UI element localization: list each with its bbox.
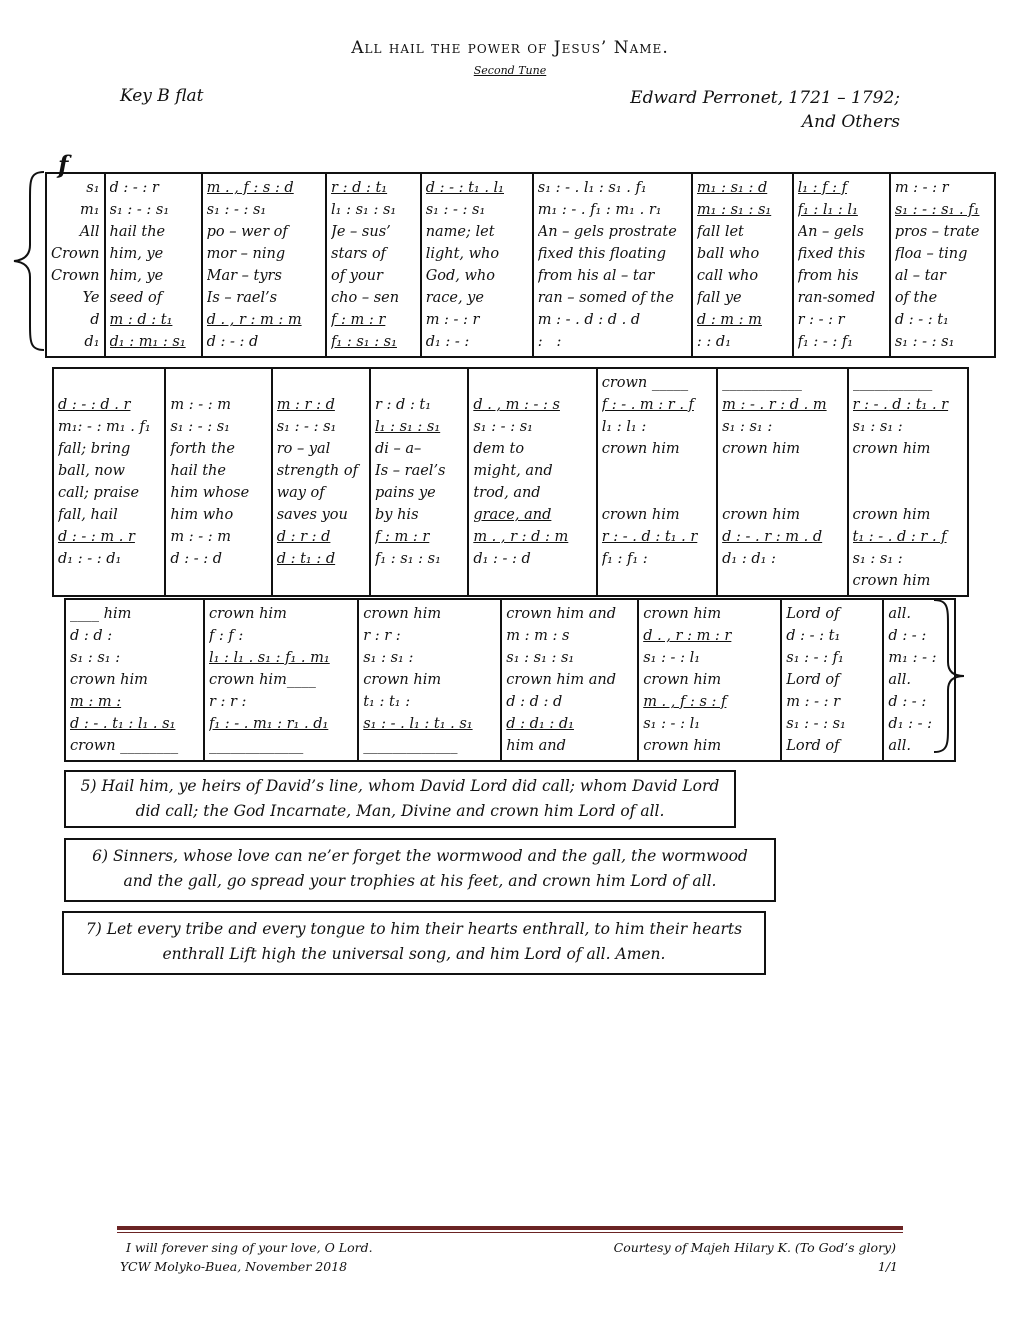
system1-m1-line-2: m₁ <box>79 202 100 218</box>
system3-m4-line-6: d : d₁ : d₁ <box>506 716 574 732</box>
page-title: All hail the power of Jesus’ Name. <box>351 38 669 58</box>
system2-m3-line-1 <box>277 372 365 394</box>
system3-m6-line-3: s₁ : - : f₁ <box>786 650 844 666</box>
system2-m7-line-8: d : - . r : m . d <box>722 529 823 545</box>
system2-m4-line-8: f : m : r <box>375 529 430 545</box>
system3-m3-line-6: s₁ : - . l₁ : t₁ . s₁ <box>363 716 473 732</box>
system2-m8-line-9: s₁ : s₁ : <box>852 551 903 567</box>
system1-m3-line-8: d : - : d <box>206 334 259 350</box>
system1-m2-line-7: m : d : t₁ <box>109 312 173 328</box>
system2-m1-line-8: d : - : m . r <box>58 529 135 545</box>
system3-m6-line-5: m : - : r <box>786 694 841 710</box>
system2-m3-line-4: ro – yal <box>276 441 331 457</box>
system3-m3-line-5: t₁ : t₁ : <box>363 694 411 710</box>
system1-m5-line-7: m : - : r <box>425 312 480 328</box>
system3-m4-line-7: him and <box>506 738 566 754</box>
system1-m8-line-7: r : - : r <box>797 312 845 328</box>
system2-m7-line-6 <box>722 482 842 504</box>
system2-m3-line-6: way of <box>276 485 325 501</box>
author-line-2: And Others <box>801 112 900 132</box>
system3-measure-6 <box>781 599 883 761</box>
system1-m4-line-2: l₁ : s₁ : s₁ <box>331 202 397 218</box>
system1-m9-line-2: s₁ : - : s₁ . f₁ <box>894 202 980 218</box>
system1-m1-line-7: d <box>90 312 100 328</box>
system2-m2-line-9: d : - : d <box>170 551 223 567</box>
system2-m1-line-1 <box>58 372 160 394</box>
author-credit <box>630 86 900 134</box>
system2-measure-2 <box>165 368 271 596</box>
system3-m5-line-6: s₁ : - : l₁ <box>643 716 701 732</box>
system1-m9-line-6: of the <box>894 290 938 306</box>
system1-m7-line-5: call who <box>696 268 759 284</box>
system1-m9-line-8: s₁ : - : s₁ <box>894 334 955 350</box>
system2-m6-line-9: f₁ : f₁ : <box>601 551 648 567</box>
author-line-1: Edward Perronet, 1721 – 1792; <box>630 88 900 108</box>
system3-m4-line-4: crown him and <box>506 672 617 688</box>
system2-m5-line-6: trod, and <box>473 485 541 501</box>
system1-measure-5 <box>421 173 533 357</box>
system3-m3-line-3: s₁ : s₁ : <box>363 650 414 666</box>
system1-m6-line-6: ran – somed of the <box>537 290 674 306</box>
system2-m6-line-7: crown him <box>601 507 680 523</box>
system2-m3-line-5: strength of <box>276 463 358 479</box>
system1-m1-line-1: s₁ <box>86 180 100 196</box>
system2-m8-line-6 <box>853 482 963 504</box>
system3-m6-line-7: Lord of <box>786 738 840 754</box>
system3-m5-line-1: crown him <box>643 606 722 622</box>
system3-m3-line-7: _____________ <box>363 738 458 754</box>
system1-m3-line-5: Mar – tyrs <box>206 268 282 284</box>
system2-m5-line-3: s₁ : - : s₁ <box>473 419 533 435</box>
system2-m5-line-8: m . , r : d : m <box>473 529 569 545</box>
system1-m5-line-4: light, who <box>425 246 500 262</box>
system1-m1-line-5: Crown <box>51 268 100 284</box>
system3-m5-line-3: s₁ : - : l₁ <box>643 650 701 666</box>
system2-m6-line-4: crown him <box>601 441 680 457</box>
system1-m1-line-4: Crown <box>51 246 100 262</box>
system3-m1-line-3: s₁ : s₁ : <box>70 650 121 666</box>
page-subtitle <box>0 64 1020 77</box>
system3-m4-line-5: d : d : d <box>506 694 563 710</box>
system3-m3-line-4: crown him <box>363 672 442 688</box>
system1-m2-line-1: d : - : r <box>109 180 159 196</box>
system1-measure-6 <box>533 173 692 357</box>
system3-m1-line-4: crown him <box>70 672 148 688</box>
system1-m5-line-1: d : - : t₁ . l₁ <box>425 180 504 196</box>
system3-m6-line-6: s₁ : - : s₁ <box>786 716 846 732</box>
system2-m8-line-2: r : - . d : t₁ . r <box>852 397 949 413</box>
system1-m5-line-5: God, who <box>425 268 495 284</box>
score-system-2 <box>52 367 969 597</box>
system2-m4-line-3: l₁ : s₁ : s₁ <box>375 419 441 435</box>
system2-m8-line-5 <box>853 460 963 482</box>
system3-m1-line-5: m : m : <box>70 694 122 710</box>
system1-m9-line-5: al – tar <box>894 268 946 284</box>
system1-m8-line-1: l₁ : f : f <box>797 180 847 196</box>
system1-measure-2 <box>105 173 202 357</box>
system1-measure-9 <box>890 173 995 357</box>
system2-measure-8 <box>848 368 968 596</box>
system1-m4-line-3: Je – sus’ <box>331 224 391 240</box>
system2-m2-line-8: m : - : m <box>170 529 231 545</box>
system2-m1-line-9: d₁ : - : d₁ <box>58 551 122 567</box>
system1-m5-line-3: name; let <box>425 224 495 240</box>
system2-measure-7 <box>717 368 847 596</box>
system1-m5-line-6: race, ye <box>425 290 484 306</box>
system2-m6-line-6 <box>602 482 712 504</box>
system3-m4-line-2: m : m : s <box>506 628 570 644</box>
system3-m5-line-5: m . , f : s : f <box>643 694 727 710</box>
system3-m1-line-2: d : d : <box>70 628 113 644</box>
left-brace-icon <box>8 170 48 352</box>
system2-m3-line-9: d : t₁ : d <box>276 551 336 567</box>
system3-measure-3 <box>358 599 501 761</box>
system3-m1-line-7: crown ________ <box>70 738 179 754</box>
system2-m8-line-8: t₁ : - . d : r . f <box>852 529 947 545</box>
system3-m4-line-1: crown him and <box>506 606 617 622</box>
system2-m1-line-6: call; praise <box>58 485 140 501</box>
system1-m6-line-7: m : - . d : d . d <box>537 312 641 328</box>
system3-m7-line-3: m₁ : - : <box>888 650 937 666</box>
system2-m8-line-7: crown him <box>852 507 931 523</box>
system3-m5-line-2: d . , r : m : r <box>643 628 732 644</box>
system3-m3-line-2: r : r : <box>363 628 401 644</box>
system1-m7-line-7: d : m : m <box>696 312 762 328</box>
system2-m7-line-1: ___________ <box>722 375 802 391</box>
system1-m6-line-4: fixed this floating <box>537 246 667 262</box>
system1-m2-line-4: him, ye <box>109 246 164 262</box>
system2-m3-line-7: saves you <box>276 507 348 523</box>
system3-m5-line-7: crown him <box>643 738 722 754</box>
system2-m3-line-8: d : r : d <box>276 529 331 545</box>
system1-m7-line-8: : : d₁ <box>696 334 732 350</box>
system1-m9-line-3: pros – trate <box>894 224 980 240</box>
system1-measure-3 <box>202 173 326 357</box>
key-signature: Key B flat <box>120 86 204 106</box>
system1-m3-line-4: mor – ning <box>206 246 286 262</box>
system2-m4-line-7: by his <box>375 507 419 523</box>
system1-m7-line-6: fall ye <box>696 290 742 306</box>
system1-m2-line-6: seed of <box>109 290 163 306</box>
system2-m1-line-3: m₁: - : m₁ . f₁ <box>58 419 151 435</box>
verse-5: 5) Hail him, ye heirs of David’s line, whom David Lord did call; whom David Lord did call; the God Incarnate, Man, Divine and crown him Lord of all. <box>64 770 736 828</box>
system1-m6-line-1: s₁ : - . l₁ : s₁ . f₁ <box>537 180 647 196</box>
system3-measure-1 <box>65 599 204 761</box>
system2-m2-line-1 <box>170 372 266 394</box>
system3-m2-line-7: _____________ <box>208 738 304 754</box>
score-system-1 <box>45 172 996 358</box>
system1-m5-line-8: d₁ : - : <box>425 334 470 350</box>
system2-m4-line-6: pains ye <box>375 485 436 501</box>
system1-m3-line-3: po – wer of <box>206 224 288 240</box>
system1-m6-line-3: An – gels prostrate <box>537 224 677 240</box>
system1-measure-8 <box>793 173 890 357</box>
footer-left-1: I will forever sing of your love, O Lord. <box>126 1240 373 1255</box>
system3-m7-line-5: d : - : <box>888 694 927 710</box>
system3-m7-line-2: d : - : <box>888 628 927 644</box>
system3-measure-5 <box>638 599 781 761</box>
system1-m5-line-2: s₁ : - : s₁ <box>425 202 486 218</box>
system1-m4-line-4: stars of <box>331 246 387 262</box>
system3-m2-line-1: crown him <box>208 606 287 622</box>
dynamic-marking: f <box>58 150 69 179</box>
system1-m8-line-5: from his <box>797 268 859 284</box>
system3-m1-line-1: ____ him <box>70 606 132 622</box>
system3-m4-line-3: s₁ : s₁ : s₁ <box>506 650 575 666</box>
system1-m4-line-8: f₁ : s₁ : s₁ <box>331 334 397 350</box>
system1-m8-line-8: f₁ : - : f₁ <box>797 334 854 350</box>
system2-m1-line-2: d : - : d . r <box>58 397 131 413</box>
system1-m1-line-6: Ye <box>82 290 100 306</box>
system3-measure-4 <box>501 599 638 761</box>
system2-m7-line-9: d₁ : d₁ : <box>722 551 776 567</box>
system2-measure-5 <box>468 368 596 596</box>
system1-m8-line-4: fixed this <box>797 246 866 262</box>
system3-m6-line-2: d : - : t₁ <box>786 628 841 644</box>
system1-m6-line-2: m₁ : - . f₁ : m₁ . r₁ <box>537 202 662 218</box>
system1-m4-line-1: r : d : t₁ <box>331 180 388 196</box>
system1-m1-line-3: All <box>79 224 100 240</box>
system1-m2-line-8: d₁ : m₁ : s₁ <box>109 334 186 350</box>
system3-measure-2 <box>204 599 358 761</box>
system3-m2-line-3: l₁ : l₁ . s₁ : f₁ . m₁ <box>208 650 330 666</box>
system2-m8-line-10: crown him <box>852 573 931 589</box>
right-brace-icon <box>930 598 970 754</box>
system2-m6-line-2: f : - . m : r . f <box>601 397 694 413</box>
system1-m3-line-1: m . , f : s : d <box>206 180 294 196</box>
score-system-3 <box>64 598 956 762</box>
footer-right-1: Courtesy of Majeh Hilary K. (To God’s glory) <box>613 1240 896 1255</box>
system2-m6-line-8: r : - . d : t₁ . r <box>601 529 698 545</box>
system2-m6-line-3: l₁ : l₁ : <box>601 419 647 435</box>
system2-m2-line-7: him who <box>170 507 234 523</box>
system3-m6-line-1: Lord of <box>786 606 840 622</box>
system2-m7-line-3: s₁ : s₁ : <box>722 419 773 435</box>
system1-m8-line-3: An – gels <box>797 224 864 240</box>
system3-m2-line-2: f : f : <box>208 628 244 644</box>
system2-m4-line-9: f₁ : s₁ : s₁ <box>375 551 441 567</box>
system2-m2-line-5: hail the <box>170 463 226 479</box>
system1-m8-line-6: ran-somed <box>797 290 876 306</box>
system2-measure-6 <box>597 368 717 596</box>
system3-m3-line-1: crown him <box>363 606 442 622</box>
system2-m1-line-4: fall; bring <box>58 441 131 457</box>
system2-m2-line-3: s₁ : - : s₁ <box>170 419 230 435</box>
system2-m4-line-5: Is – rael’s <box>375 463 446 479</box>
system1-m3-line-7: d . , r : m : m <box>206 312 302 328</box>
system2-m5-line-4: dem to <box>473 441 525 457</box>
system2-m2-line-6: him whose <box>170 485 250 501</box>
system1-m4-line-5: of your <box>331 268 383 284</box>
system2-m8-line-1: ___________ <box>852 375 933 391</box>
system3-m2-line-5: r : r : <box>208 694 247 710</box>
system2-m4-line-1 <box>375 372 463 394</box>
system2-m1-line-5: ball, now <box>58 463 125 479</box>
system2-m6-line-1: crown _____ <box>601 375 689 391</box>
system1-measure-4 <box>326 173 421 357</box>
system2-m6-line-5 <box>602 460 712 482</box>
system2-m7-line-5 <box>722 460 842 482</box>
subtitle-text: Second Tune <box>473 64 547 77</box>
footer-rule-thin <box>117 1232 903 1233</box>
verse-7: 7) Let every tribe and every tongue to him their hearts enthrall, to him their hearts enthrall Lift high the universal song, and him Lord of all. Amen. <box>62 911 766 975</box>
footer-left-2: YCW Molyko-Buea, November 2018 <box>120 1259 348 1274</box>
system2-m3-line-2: m : r : d <box>276 397 335 413</box>
system1-m2-line-5: him, ye <box>109 268 164 284</box>
system1-m6-line-8: : : <box>537 334 562 350</box>
system2-measure-4 <box>370 368 468 596</box>
system2-m7-line-2: m : - . r : d . m <box>722 397 827 413</box>
system1-m9-line-4: floa – ting <box>894 246 968 262</box>
system2-m8-line-3: s₁ : s₁ : <box>852 419 903 435</box>
system3-m6-line-4: Lord of <box>786 672 840 688</box>
system2-m2-line-2: m : - : m <box>170 397 231 413</box>
footer-right-2: 1/1 <box>877 1259 898 1274</box>
system2-m1-line-7: fall, hail <box>58 507 118 523</box>
system1-m2-line-2: s₁ : - : s₁ <box>109 202 170 218</box>
system3-m7-line-4: all. <box>888 672 911 688</box>
system2-m5-line-9: d₁ : - : d <box>473 551 531 567</box>
system1-m3-line-2: s₁ : - : s₁ <box>206 202 267 218</box>
system3-m2-line-4: crown him____ <box>208 672 316 688</box>
system2-m7-line-7: crown him <box>722 507 800 523</box>
system2-m5-line-7: grace, and <box>473 507 552 523</box>
system1-m2-line-3: hail the <box>109 224 166 240</box>
system2-m4-line-2: r : d : t₁ <box>375 397 432 413</box>
system1-m7-line-2: m₁ : s₁ : s₁ <box>696 202 772 218</box>
system1-m1-line-8: d₁ <box>84 334 100 350</box>
system2-m2-line-4: forth the <box>170 441 235 457</box>
system3-m7-line-6: d₁ : - : <box>888 716 933 732</box>
footer-rule <box>117 1226 903 1230</box>
system2-m4-line-4: di – a– <box>375 441 422 457</box>
system1-m7-line-3: fall let <box>696 224 744 240</box>
system3-m5-line-4: crown him <box>643 672 722 688</box>
system1-m8-line-2: f₁ : l₁ : l₁ <box>797 202 858 218</box>
system1-m4-line-7: f : m : r <box>331 312 386 328</box>
system2-m8-line-4: crown him <box>852 441 931 457</box>
system2-m5-line-5: might, and <box>473 463 553 479</box>
system3-m1-line-6: d : - . t₁ : l₁ . s₁ <box>70 716 176 732</box>
system1-m4-line-6: cho – sen <box>331 290 400 306</box>
system3-m7-line-1: all. <box>888 606 911 622</box>
verse-6: 6) Sinners, whose love can ne’er forget the wormwood and the gall, the wormwood and the gall, go spread your trophies at his feet, and crown him Lord of all. <box>64 838 776 902</box>
system2-m5-line-1 <box>473 372 591 394</box>
system1-m6-line-5: from his al – tar <box>537 268 655 284</box>
system1-measure-7 <box>692 173 793 357</box>
system2-m7-line-4: crown him <box>722 441 800 457</box>
system2-m3-line-3: s₁ : - : s₁ <box>276 419 337 435</box>
system1-m7-line-4: ball who <box>696 246 760 262</box>
system1-m9-line-1: m : - : r <box>894 180 949 196</box>
system2-measure-3 <box>272 368 370 596</box>
system3-m7-line-7: all. <box>888 738 911 754</box>
system1-m7-line-1: m₁ : s₁ : d <box>696 180 768 196</box>
system1-m9-line-7: d : - : t₁ <box>894 312 949 328</box>
system2-measure-1 <box>53 368 165 596</box>
system1-m3-line-6: Is – rael’s <box>206 290 278 306</box>
system3-m2-line-6: f₁ : - . m₁ : r₁ . d₁ <box>208 716 329 732</box>
system1-measure-1 <box>46 173 105 357</box>
system2-m5-line-2: d . , m : - : s <box>473 397 560 413</box>
